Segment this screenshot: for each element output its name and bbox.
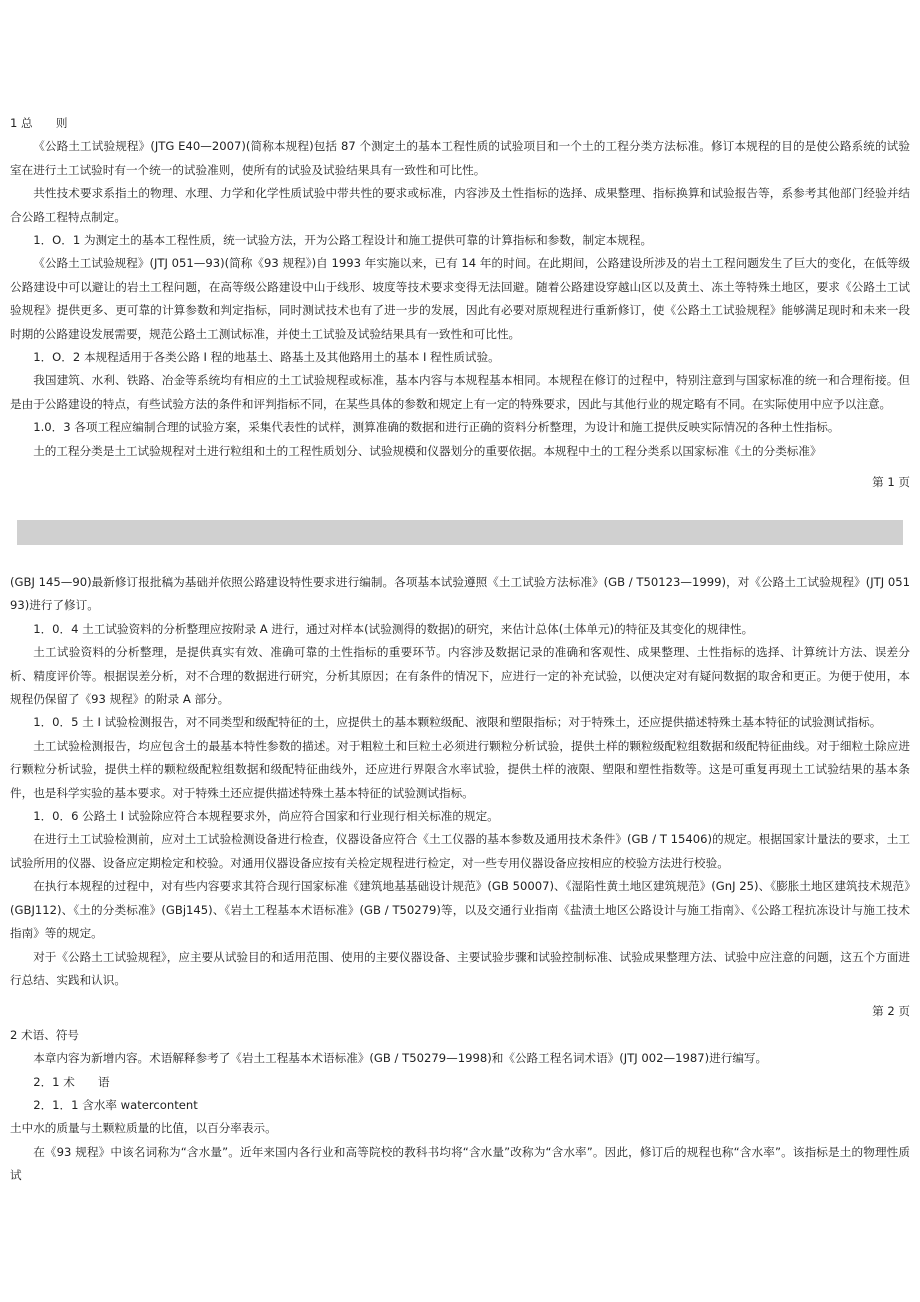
paragraph: 土的工程分类是土工试验规程对土进行粒组和土的工程性质划分、试验规模和仪器划分的重要依据。本规程中土的工程分类系以国家标准《土的分类标准》 bbox=[33, 443, 822, 458]
term-2-1-1-heading: 2．1．1 含水率 watercontent bbox=[33, 1097, 198, 1112]
paragraph: 《公路土工试验规程》(JTG E40—2007)(简称本规程)包括 87 个测定土的基本工程性质的试验项目和一个土的工程分类方法标准。修订本规程的目的是使公路系统的试验室在进行土工试验时有一个统一的试验准则，使所有的试验及试验结果具有一致性和可比性。 bbox=[10, 139, 910, 177]
page-number: 第 1 页 bbox=[872, 475, 910, 490]
paragraph: 在进行土工试验检测前，应对土工试验检测设备进行检查，仪器设备应符合《土工仪器的基本参数及通用技术条件》(GB / T 15406)的规定。根据国家计量法的要求，土工试验所用的仪器、设备应定期检定和校验。对通用仪器设备应按有关检定规程进行检定，对一些专用仪器设备应按相应的校验方法进行校验。 bbox=[10, 832, 910, 870]
clause-1-0-1: 1．O．1 为测定土的基本工程性质，统一试验方法，开为公路工程设计和施工提供可靠的计算指标和参数，制定本规程。 bbox=[33, 233, 653, 248]
paragraph: 《公路土工试验规程》(JTJ 051—93)(简称《93 规程》)自 1993 年实施以来，已有 14 年的时间。在此期间，公路建设所涉及的岩土工程问题发生了巨大的变化，在低等级公路建设中可以避让的岩土工程问题，在高等级公路建设中山于线形、坡度等技术要求变得无法回避。随着公路建设穿越山区以及黄土、冻土等特殊土地区，要求《公路土工试验规程》提供更多、更可靠的计算参数和判定指标，同时测试技术也有了进一步的发展，因此有必要对原规程进行重新修订，使《公路土工试验规程》能够满足现时和未来一段时期的公路建设发展需要，规范公路土工测试标准，并使土工试验及试验结果具有一致性和可比性。 bbox=[10, 256, 910, 341]
page-1 bbox=[10, 112, 910, 495]
term-definition: 土中水的质量与土颗粒质量的比值，以百分率表示。 bbox=[10, 1121, 277, 1136]
clause-1-0-5: 1．0．5 土 I 试验检测报告，对不同类型和级配特征的土，应提供土的基本颗粒级配、液限和塑限指标；对于特殊土，还应提供描述特殊土基本特征的试验测试指标。 bbox=[33, 715, 882, 730]
paragraph: 本章内容为新增内容。术语解释参考了《岩土工程基本术语标准》(GB / T50279—1998)和《公路工程名词术语》(JTJ 002—1987)进行编写。 bbox=[33, 1051, 768, 1066]
clause-1-0-2: 1．O．2 本规程适用于各类公路 I 程的地基土、路基土及其他路用土的基本 I 程性质试验。 bbox=[33, 350, 500, 365]
paragraph: 对于《公路土工试验规程》，应主要从试验目的和适用范围、使用的主要仪器设备、主要试验步骤和试验控制标准、试验成果整理方法、试验中应注意的问题，这五个方面进行总结、实践和认识。 bbox=[10, 949, 910, 987]
paragraph: 土工试验检测报告，均应包含土的最基本特性参数的描述。对于粗粒土和巨粒土必须进行颗粒分析试验，提供土样的颗粒级配粒组数据和级配特征曲线。对于细粒土除应进行颗粒分析试验，提供土样的颗粒级配粒组数据和级配特征曲线外，还应进行界限含水率试验，提供土样的液限、塑限和塑性指数等。这是可重复再现土工试验结果的基本条件，也是科学实验的基本要求。对于特殊土还应提供描述特殊土基本特征的试验测试指标。 bbox=[10, 738, 910, 800]
clause-1-0-4: 1．0．4 土工试验资料的分析整理应按附录 A 进行，通过对样本(试验测得的数据)的研究，来估计总体(土体单元)的特征及其变化的规律性。 bbox=[33, 621, 754, 636]
paragraph: 在执行本规程的过程中，对有些内容要求其符合现行国家标准《建筑地基基础设计规范》(GB 50007)、《湿陷性黄土地区建筑规范》(GnJ 25)、《膨胀土地区建筑技术规范》(GBJ112)、《土的分类标准》(GBj145)、《岩土工程基本术语标准》(GB / T50279)等，以及交通行业指南《盐渍土地区公路设计与施工指南》、《公路工程抗冻设计与施工技术指南》等的规定。 bbox=[10, 879, 910, 941]
page-2 bbox=[10, 571, 910, 1188]
paragraph: (GBJ 145—90)最新修订报批稿为基础并依照公路建设特性要求进行编制。各项基本试验遵照《土工试验方法标准》(GB / T50123—1999)，对《公路土工试验规程》(JTJ 051 93)进行了修订。 bbox=[10, 575, 910, 613]
clause-1-0-6: 1．0．6 公路土 I 试验除应符合本规程要求外，尚应符合国家和行业现行相关标准的规定。 bbox=[33, 809, 499, 824]
chapter-2-heading: 2 术语、符号 bbox=[10, 1027, 80, 1042]
page-number: 第 2 页 bbox=[872, 1004, 910, 1019]
paragraph: 我国建筑、水利、铁路、冶金等系统均有相应的土工试验规程或标准，基本内容与本规程基本相同。本规程在修订的过程中，特别注意到与国家标准的统一和合理衔接。但是由于公路建设的特点，有些试验方法的条件和评判指标不同，在某些具体的参数和规定上有一定的特殊要求，因此与其他行业的规定略有不同。在实际使用中应予以注意。 bbox=[10, 373, 910, 411]
paragraph: 共性技术要求系指土的物理、水理、力学和化学性质试验中带共性的要求或标准，内容涉及土性指标的选择、成果整理、指标换算和试验报告等，系参考其他部门经验并结合公路工程特点制定。 bbox=[10, 186, 910, 224]
chapter-1-heading: 1 总 则 bbox=[10, 116, 68, 130]
page-separator bbox=[17, 520, 903, 545]
paragraph: 在《93 规程》中该名词称为“含水量”。近年来国内各行业和高等院校的教科书均将“含水量”改称为“含水率”。因此，修订后的规程也称“含水率”。该指标是土的物理性质试 bbox=[10, 1144, 910, 1183]
clause-1-0-3: 1.0．3 各项工程应编制合理的试验方案，采集代表性的试样，测算准确的数据和进行正确的资料分析整理，为设计和施工提供反映实际情况的各种土性指标。 bbox=[33, 420, 840, 435]
section-2-1-heading: 2．1 术 语 bbox=[33, 1074, 110, 1089]
paragraph: 土工试验资料的分析整理，是提供真实有效、准确可靠的土性指标的重要环节。内容涉及数据记录的准确和客观性、成果整理、土性指标的选择、计算统计方法、误差分析、精度评价等。根据误差分析，对不合理的数据进行研究，分析其原因；在有条件的情况下，应进行一定的补充试验，以便决定对有疑问数据的取舍和更正。为便于使用，本规程仍保留了《93 规程》的附录 A 部分。 bbox=[10, 645, 910, 707]
